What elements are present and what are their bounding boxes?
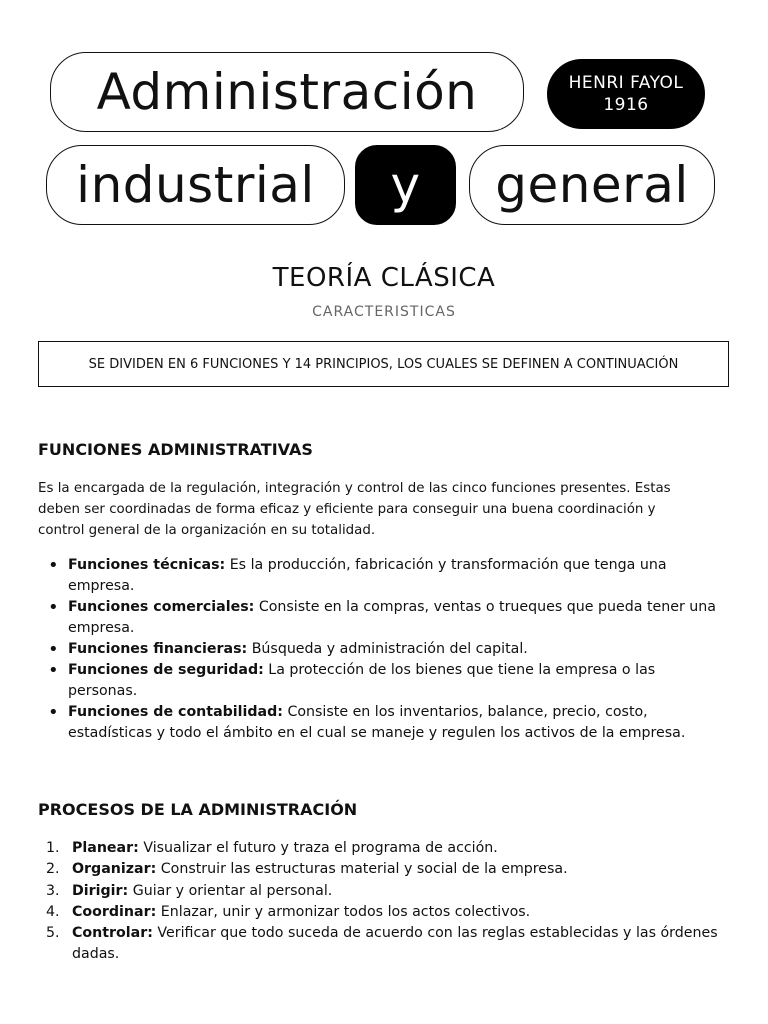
item-text: La protección de los bienes que tiene la empresa o las personas. — [68, 662, 656, 699]
functions-heading: FUNCIONES ADMINISTRATIVAS — [38, 440, 313, 459]
item-term: Planear: — [72, 840, 139, 856]
item-text: Enlazar, unir y armonizar todos los actos colectivos. — [156, 903, 531, 920]
functions-intro: Es la encargada de la regulación, integración y control de las cinco funciones presentes. Estas deben ser coordinadas de forma eficaz y eficiente para conseguir una buena coordinación y control general de la organización en su totalidad. — [38, 481, 671, 538]
item-text: Es la producción, fabricación y transformación que tenga una empresa. — [68, 557, 667, 594]
item-term: Dirigir: — [72, 882, 129, 899]
summary-box — [38, 341, 729, 387]
list-item — [38, 838, 718, 859]
item-number: 2. — [46, 861, 60, 878]
item-text: Consiste en la compras, ventas o trueques que pueda tener una empresa. — [68, 599, 716, 636]
author-year: 1916 — [603, 95, 649, 115]
item-text: Verificar que todo suceda de acuerdo con las reglas establecidas y las órdenes dadas. — [72, 925, 718, 963]
item-text: Búsqueda y administración del capital. — [247, 641, 528, 657]
section-title: TEORÍA CLÁSICA — [272, 263, 496, 293]
title-connector-y: y — [355, 145, 456, 225]
item-term: Funciones de seguridad: — [68, 662, 264, 678]
functions-list — [38, 555, 718, 744]
item-text: Construir las estructuras material y social de la empresa. — [156, 861, 568, 878]
item-term: Controlar: — [72, 925, 153, 942]
item-term: Funciones de contabilidad: — [68, 704, 283, 720]
processes-heading: PROCESOS DE LA ADMINISTRACIÓN — [38, 800, 358, 819]
list-item — [38, 923, 718, 966]
item-text: Consiste en los inventarios, balance, precio, costo, estadísticas y todo el ámbito en el cual se maneje y regulen los activos de la empresa. — [68, 704, 686, 741]
item-term: Coordinar: — [72, 903, 157, 920]
list-item — [38, 639, 718, 660]
summary-text: SE DIVIDEN EN 6 FUNCIONES Y 14 PRINCIPIOS, LOS CUALES SE DEFINEN A CONTINUACIÓN — [88, 356, 679, 372]
item-number: 5. — [46, 925, 60, 942]
section-subtitle: CARACTERISTICAS — [312, 304, 456, 320]
list-item — [38, 859, 718, 880]
title-word-industrial: industrial — [46, 145, 345, 225]
item-number: 3. — [46, 882, 60, 899]
item-term: Organizar: — [72, 861, 157, 878]
item-number: 1. — [46, 840, 60, 856]
list-item — [38, 881, 718, 902]
title-word-general: general — [469, 145, 715, 225]
item-term: Funciones financieras: — [68, 641, 248, 657]
author-name: HENRI FAYOL — [568, 73, 684, 93]
list-item — [38, 902, 718, 923]
list-item — [38, 660, 718, 702]
list-item — [38, 555, 718, 597]
item-text: Visualizar el futuro y traza el programa de acción. — [138, 840, 498, 856]
item-term: Funciones técnicas: — [68, 557, 226, 573]
item-term: Funciones comerciales: — [68, 599, 255, 615]
processes-list — [38, 838, 718, 966]
title-word-administracion: Administración — [50, 52, 524, 132]
list-item — [38, 702, 718, 744]
author-badge — [547, 59, 705, 129]
item-number: 4. — [46, 903, 60, 920]
list-item — [38, 597, 718, 639]
item-text: Guiar y orientar al personal. — [128, 882, 333, 899]
